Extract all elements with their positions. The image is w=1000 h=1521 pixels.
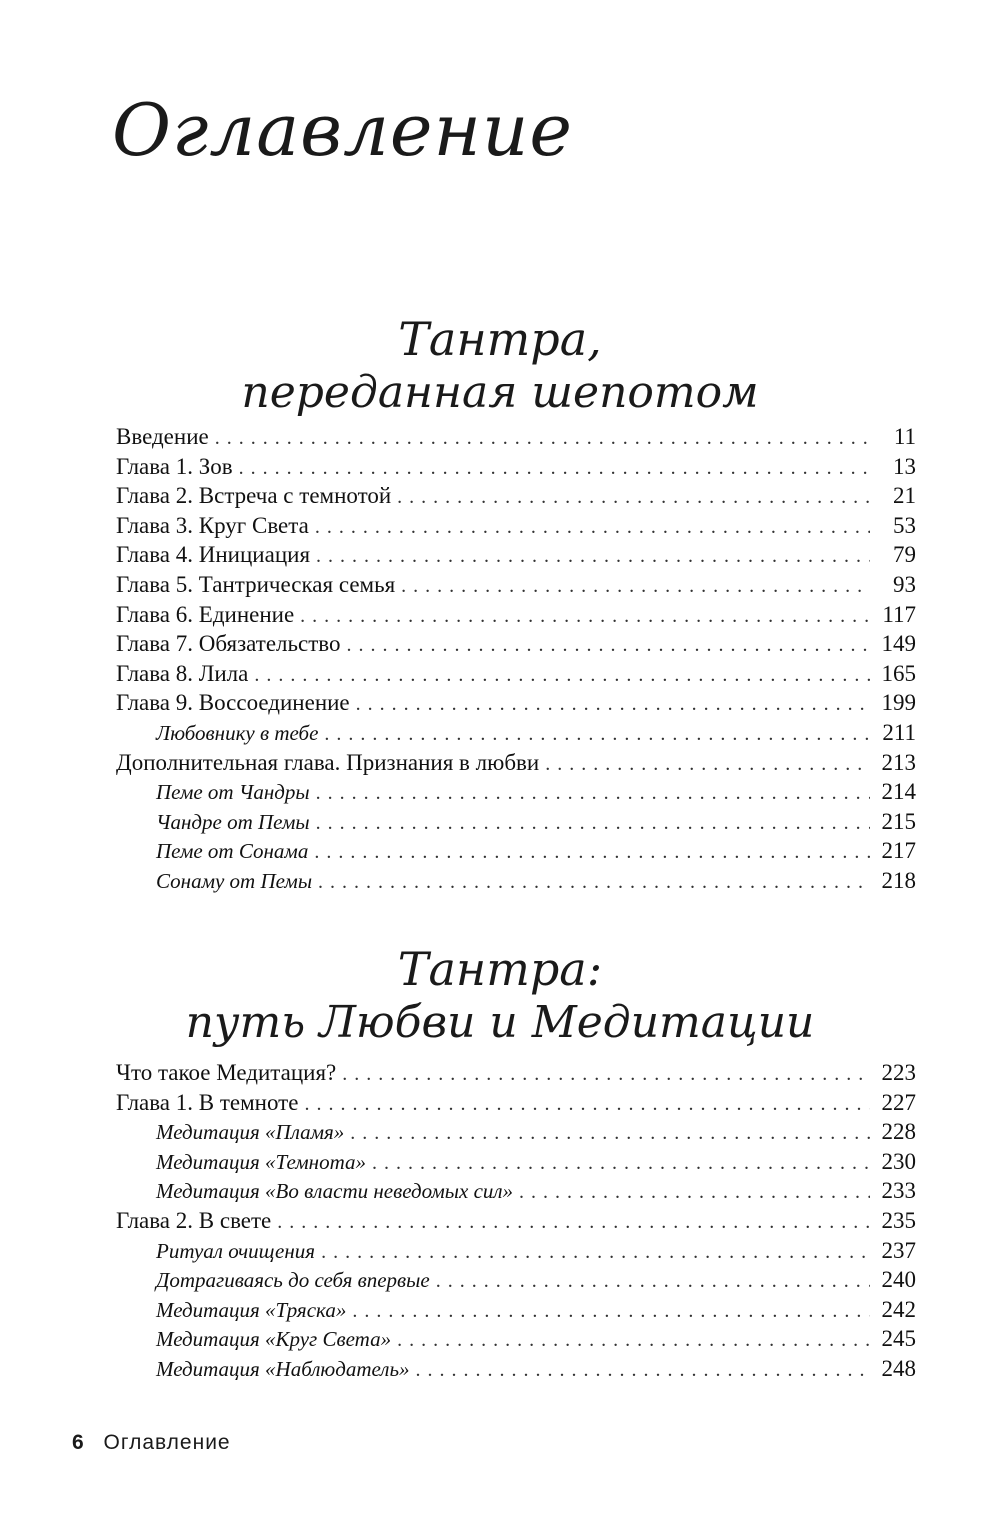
toc-subentry [116,777,916,807]
toc-entry-page: 21 [893,483,916,509]
toc-subentry [116,1236,916,1266]
toc-entry [116,1088,916,1118]
section-heading-line2: переданная шепотом [241,367,759,418]
dot-leader [316,808,870,839]
toc-subentry [116,1117,916,1147]
dot-leader [316,540,870,572]
toc-entry-label: Ритуал очищения [156,1238,316,1263]
toc-entry-label: Дотрагиваясь до себя впервые [156,1268,430,1293]
toc-entry [116,452,916,482]
toc-entry-label: Глава 5. Тантрическая семья [116,571,396,597]
section-heading-line1: Тантра: [397,942,603,996]
toc-entry-label: Медитация «Пламя» [156,1120,345,1145]
page-number: 6 [72,1431,84,1454]
dot-leader [416,1355,870,1386]
toc-entry-page: 248 [881,1355,916,1381]
toc-entry-label: Глава 1. В темноте [116,1089,299,1115]
toc-subentry [116,1265,916,1295]
toc-entry-page: 213 [881,749,916,775]
dot-leader [277,1206,870,1238]
toc-subentry [116,1354,916,1384]
toc-entry [116,688,916,718]
toc-entry [116,422,916,452]
toc-subentry [116,836,916,866]
toc-entry-page: 53 [893,512,916,538]
dot-leader [397,481,870,513]
toc-entry-page: 79 [893,542,916,568]
toc-entry-page: 11 [893,424,916,449]
toc-subentry [116,866,916,896]
toc-list-section-1 [116,422,916,896]
toc-entry-label: Медитация «Наблюдатель» [156,1356,410,1381]
toc-entry [116,540,916,570]
dot-leader [397,1325,870,1356]
toc-entry-page: 233 [881,1178,916,1204]
dot-leader [352,1296,870,1327]
toc-entry-label: Пеме от Сонама [156,839,309,864]
toc-entry-page: 117 [882,601,916,627]
toc-entry-page: 228 [881,1119,916,1145]
toc-entry-label: Медитация «Тряска» [156,1297,347,1322]
toc-entry-page: 237 [881,1237,916,1263]
toc-entry-label: Глава 6. Единение [116,601,295,627]
toc-entry-label: Медитация «Во власти неведомых сил» [156,1179,514,1204]
toc-entry-page: 215 [881,808,916,834]
dot-leader [315,511,870,543]
dot-leader [346,629,870,661]
section-heading-1 [0,312,1000,420]
toc-entry-label: Глава 3. Круг Света [116,512,309,538]
dot-leader [324,719,870,750]
toc-entry-page: 217 [881,838,916,864]
toc-entry-page: 214 [881,779,916,805]
toc-entry [116,511,916,541]
toc-entry-label: Медитация «Круг Света» [156,1327,392,1352]
section-heading-2 [0,942,1000,1050]
toc-entry-page: 165 [881,660,916,686]
toc-entry-label: Что такое Медитация? [116,1060,337,1085]
toc-entry-label: Дополнительная глава. Признания в любви [116,749,540,775]
toc-entry-page: 199 [881,690,916,716]
toc-entry-page: 245 [881,1326,916,1352]
dot-leader [314,837,870,868]
toc-list-section-2 [116,1058,916,1384]
dot-leader [356,688,870,720]
toc-entry-label: Сонаму от Пемы [156,868,313,893]
toc-entry-page: 149 [881,631,916,657]
toc-subentry [116,718,916,748]
dot-leader [304,1088,870,1120]
toc-entry-page: 242 [881,1296,916,1322]
dot-leader [316,778,870,809]
toc-entry [116,570,916,600]
toc-entry-label: Глава 9. Воссоединение [116,690,350,716]
page-title: Оглавление [112,88,573,172]
dot-leader [519,1177,870,1208]
dot-leader [350,1118,870,1149]
toc-entry [116,600,916,630]
dot-leader [436,1266,870,1297]
toc-entry-page: 13 [893,453,916,479]
dot-leader [215,422,870,454]
toc-entry [116,659,916,689]
dot-leader [300,600,870,632]
page-footer [72,1431,231,1455]
toc-entry-label: Глава 2. В свете [116,1207,272,1233]
section-heading-line1: Тантра, [398,312,602,366]
toc-subentry [116,1176,916,1206]
toc-entry-label: Глава 2. Встреча с темнотой [116,483,392,509]
toc-entry-label: Медитация «Темнота» [156,1149,367,1174]
toc-entry-page: 223 [881,1060,916,1085]
toc-entry [116,1058,916,1088]
toc-entry-label: Введение [116,424,209,449]
toc-entry-page: 218 [881,867,916,893]
toc-subentry [116,1324,916,1354]
toc-entry-page: 230 [881,1148,916,1174]
dot-leader [342,1058,870,1090]
dot-leader [318,867,870,898]
toc-entry-page: 211 [882,719,916,745]
running-title: Оглавление [103,1431,231,1454]
toc-entry-page: 235 [881,1207,916,1233]
toc-entry-label: Глава 7. Обязательство [116,631,341,657]
toc-entry-label: Пеме от Чандры [156,780,310,805]
toc-entry-page: 240 [881,1267,916,1293]
toc-entry-label: Любовнику в тебе [156,720,319,745]
toc-subentry [116,1147,916,1177]
toc-entry-page: 93 [893,571,916,597]
toc-entry-label: Глава 1. Зов [116,453,233,479]
toc-entry-label: Глава 4. Инициация [116,542,311,568]
toc-entry [116,748,916,778]
toc-entry-label: Глава 8. Лила [116,660,249,686]
toc-subentry [116,807,916,837]
toc-entry [116,481,916,511]
dot-leader [545,748,870,780]
toc-subentry [116,1295,916,1325]
dot-leader [321,1237,870,1268]
toc-entry [116,1206,916,1236]
dot-leader [401,570,870,602]
toc-entry-label: Чандре от Пемы [156,809,310,834]
dot-leader [239,452,870,484]
dot-leader [372,1148,870,1179]
toc-entry [116,629,916,659]
section-heading-line2: путь Любви и Медитации [185,997,815,1048]
dot-leader [254,659,870,691]
toc-entry-page: 227 [881,1089,916,1115]
